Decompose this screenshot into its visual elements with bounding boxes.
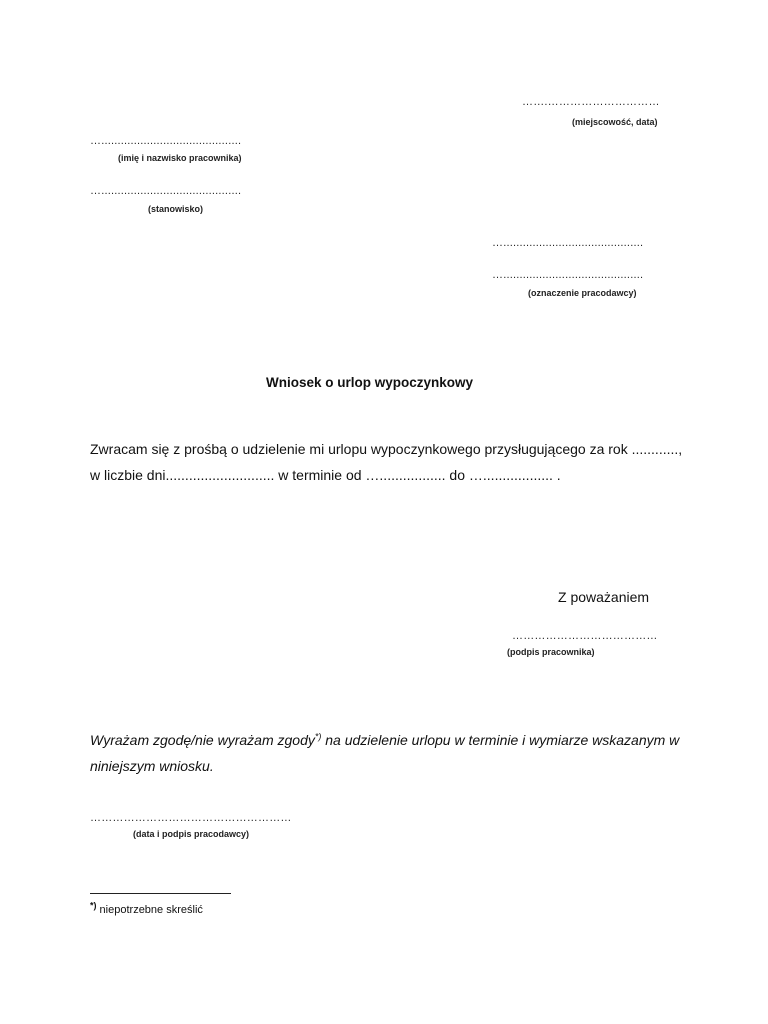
employer-signature-label: (data i podpis pracodawcy) — [133, 829, 250, 839]
employee-signature-label: (podpis pracownika) — [507, 647, 595, 657]
employee-name-dots: …........................................... — [90, 135, 242, 147]
consent-footnote-marker: *) — [314, 731, 322, 742]
footnote — [90, 900, 203, 916]
request-line-1: Zwracam się z prośbą o udzielenie mi urlopu wypoczynkowego przysługującego za rok ............, — [90, 441, 683, 457]
footnote-text: niepotrzebne skreślić — [96, 904, 203, 916]
consent-text-2: na udzielenie urlopu w terminie i wymiarze wskazanym w niniejszym wniosku. — [90, 732, 680, 774]
document-title: Wniosek o urlop wypoczynkowy — [266, 375, 474, 390]
employer-label: (oznaczenie pracodawcy) — [528, 288, 637, 298]
regards-text: Z poważaniem — [558, 589, 650, 605]
employee-signature-dots: ………………………………… — [512, 630, 658, 642]
place-date-dots: …….………………………… — [522, 96, 660, 108]
employer-dots-2: …........................................... — [492, 269, 644, 281]
employer-dots-1: …........................................... — [492, 237, 644, 249]
consent-text-1: Wyrażam zgodę/nie wyrażam zgody — [90, 732, 315, 748]
position-dots: …........................................... — [90, 185, 242, 197]
employer-signature-dots: ……………………………………………… — [90, 812, 292, 824]
position-label: (stanowisko) — [148, 204, 204, 214]
request-line-2: w liczbie dni............................ w terminie od …................. do ….................. . — [90, 467, 561, 483]
footnote-marker: *) — [90, 900, 97, 911]
request-paragraph — [90, 436, 730, 488]
employee-name-label: (imię i nazwisko pracownika) — [118, 153, 242, 163]
place-date-label: (miejscowość, data) — [572, 117, 658, 127]
consent-paragraph — [90, 727, 710, 779]
footnote-separator — [90, 893, 231, 894]
